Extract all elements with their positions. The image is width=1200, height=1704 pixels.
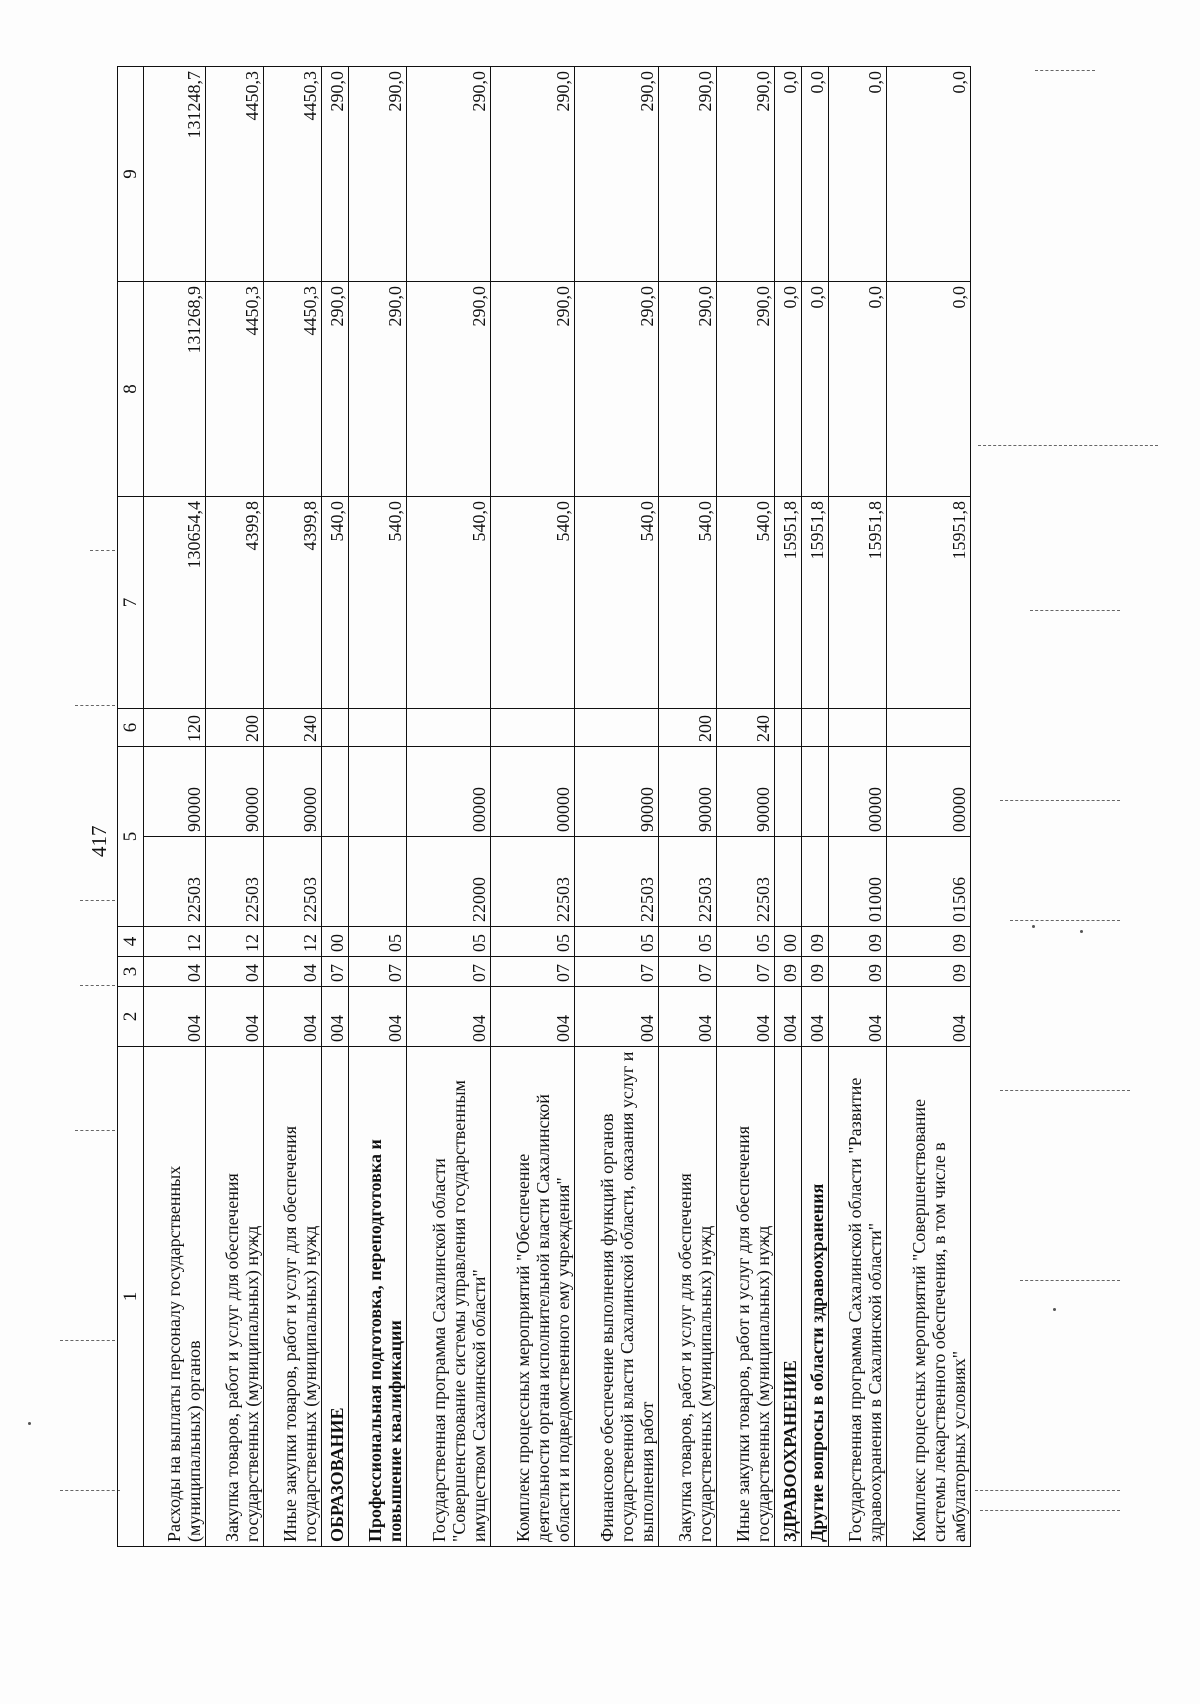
expense-type-cell: [407, 709, 491, 747]
program-code-cell: 01000: [829, 837, 887, 927]
section-code-cell: 07: [322, 957, 349, 987]
admin-code-cell: 004: [322, 987, 349, 1047]
section-code-cell: 07: [717, 957, 775, 987]
amount-year1-cell: 540,0: [349, 497, 407, 709]
amount-year2-cell: 0,0: [775, 282, 802, 497]
direction-code-cell: 00000: [407, 747, 491, 837]
row-name-cell: Другие вопросы в области здравоохранения: [802, 1047, 829, 1547]
table-row: [206, 67, 264, 1547]
program-code-cell: [802, 837, 829, 927]
scan-noise: [978, 445, 1158, 446]
direction-code-cell: 90000: [144, 747, 206, 837]
amount-year2-cell: 4450,3: [264, 282, 322, 497]
amount-year1-cell: 540,0: [491, 497, 575, 709]
expense-type-cell: [775, 709, 802, 747]
program-code-cell: 22503: [264, 837, 322, 927]
expense-type-cell: 240: [264, 709, 322, 747]
scan-noise: [1080, 930, 1083, 933]
amount-year1-cell: 4399,8: [206, 497, 264, 709]
program-code-cell: 22503: [717, 837, 775, 927]
header-cell: 5: [118, 747, 144, 927]
direction-code-cell: 00000: [887, 747, 971, 837]
amount-year3-cell: 290,0: [322, 67, 349, 282]
section-code-cell: 04: [144, 957, 206, 987]
section-code-cell: 04: [264, 957, 322, 987]
amount-year2-cell: 4450,3: [206, 282, 264, 497]
row-name-cell: Государственная программа Сахалинской области "Совершенствование системы управления государственным имуществом Сахалинской области": [407, 1047, 491, 1547]
amount-year3-cell: 290,0: [717, 67, 775, 282]
subsection-code-cell: 09: [802, 927, 829, 957]
scan-noise: [1010, 920, 1120, 921]
amount-year1-cell: 540,0: [322, 497, 349, 709]
expense-type-cell: [491, 709, 575, 747]
table-row: [491, 67, 575, 1547]
row-name-cell: Расходы на выплаты персоналу государственных (муниципальных) органов: [144, 1047, 206, 1547]
scan-noise: [80, 985, 115, 986]
header-cell: 3: [118, 957, 144, 987]
section-code-cell: 07: [407, 957, 491, 987]
amount-year3-cell: 0,0: [802, 67, 829, 282]
header-cell: 4: [118, 927, 144, 957]
section-code-cell: 09: [829, 957, 887, 987]
scan-noise: [75, 705, 115, 706]
amount-year2-cell: 0,0: [887, 282, 971, 497]
row-name-cell: Комплекс процессных мероприятий "Обеспечение деятельности органа исполнительной власти Сахалинской области и подведомственного ему учреждения": [491, 1047, 575, 1547]
admin-code-cell: 004: [887, 987, 971, 1047]
amount-year2-cell: 0,0: [802, 282, 829, 497]
row-name-cell: Профессиональная подготовка, переподготовка и повышение квалификации: [349, 1047, 407, 1547]
amount-year1-cell: 540,0: [575, 497, 659, 709]
row-name-cell: Финансовое обеспечение выполнения функций органов государственной власти Сахалинской области, оказания услуг и выполнения работ: [575, 1047, 659, 1547]
table-row: [802, 67, 829, 1547]
table-row: [144, 67, 206, 1547]
row-name-cell: Закупка товаров, работ и услуг для обеспечения государственных (муниципальных) нужд: [206, 1047, 264, 1547]
table-row: [717, 67, 775, 1547]
subsection-code-cell: 00: [322, 927, 349, 957]
row-name-cell: Иные закупки товаров, работ и услуг для обеспечения государственных (муниципальных) нужд: [717, 1047, 775, 1547]
amount-year3-cell: 290,0: [349, 67, 407, 282]
amount-year1-cell: 540,0: [407, 497, 491, 709]
subsection-code-cell: 00: [775, 927, 802, 957]
scan-noise: [1020, 1280, 1120, 1281]
direction-code-cell: [349, 747, 407, 837]
expense-type-cell: 200: [659, 709, 717, 747]
header-cell: 7: [118, 497, 144, 709]
expense-type-cell: [829, 709, 887, 747]
admin-code-cell: 004: [829, 987, 887, 1047]
direction-code-cell: [775, 747, 802, 837]
scan-noise: [75, 1130, 115, 1131]
amount-year2-cell: 0,0: [829, 282, 887, 497]
amount-year2-cell: 290,0: [322, 282, 349, 497]
amount-year3-cell: 0,0: [829, 67, 887, 282]
scan-noise: [1030, 610, 1120, 611]
program-code-cell: 22503: [206, 837, 264, 927]
amount-year2-cell: 290,0: [407, 282, 491, 497]
admin-code-cell: 004: [264, 987, 322, 1047]
subsection-code-cell: 05: [491, 927, 575, 957]
amount-year2-cell: 290,0: [575, 282, 659, 497]
row-name-cell: Закупка товаров, работ и услуг для обеспечения государственных (муниципальных) нужд: [659, 1047, 717, 1547]
amount-year3-cell: 0,0: [887, 67, 971, 282]
header-cell: 6: [118, 709, 144, 747]
admin-code-cell: 004: [575, 987, 659, 1047]
expense-type-cell: [322, 709, 349, 747]
scan-noise: [1000, 1090, 1130, 1091]
amount-year1-cell: 15951,8: [829, 497, 887, 709]
page-number: 417: [87, 825, 111, 857]
section-code-cell: 07: [349, 957, 407, 987]
amount-year2-cell: 290,0: [717, 282, 775, 497]
section-code-cell: 09: [887, 957, 971, 987]
row-name-cell: Иные закупки товаров, работ и услуг для обеспечения государственных (муниципальных) нужд: [264, 1047, 322, 1547]
subsection-code-cell: 09: [887, 927, 971, 957]
subsection-code-cell: 09: [829, 927, 887, 957]
scan-noise: [1053, 1308, 1056, 1311]
scan-noise: [980, 1510, 1120, 1511]
header-row: [118, 67, 144, 1547]
subsection-code-cell: 05: [659, 927, 717, 957]
subsection-code-cell: 05: [407, 927, 491, 957]
amount-year1-cell: 15951,8: [887, 497, 971, 709]
direction-code-cell: 90000: [659, 747, 717, 837]
scan-noise: [1032, 925, 1035, 928]
expense-type-cell: [802, 709, 829, 747]
subsection-code-cell: 12: [206, 927, 264, 957]
header-cell: 2: [118, 987, 144, 1047]
scan-noise: [60, 1340, 115, 1341]
section-code-cell: 07: [491, 957, 575, 987]
amount-year2-cell: 290,0: [491, 282, 575, 497]
section-code-cell: 04: [206, 957, 264, 987]
expense-type-cell: [575, 709, 659, 747]
amount-year3-cell: 4450,3: [206, 67, 264, 282]
program-code-cell: [349, 837, 407, 927]
amount-year3-cell: 290,0: [491, 67, 575, 282]
expense-type-cell: [887, 709, 971, 747]
direction-code-cell: 90000: [575, 747, 659, 837]
expense-type-cell: 200: [206, 709, 264, 747]
direction-code-cell: 00000: [829, 747, 887, 837]
program-code-cell: [322, 837, 349, 927]
header-cell: 8: [118, 282, 144, 497]
expense-type-cell: 120: [144, 709, 206, 747]
table-row: [322, 67, 349, 1547]
program-code-cell: 22503: [144, 837, 206, 927]
program-code-cell: 22000: [407, 837, 491, 927]
program-code-cell: 22503: [575, 837, 659, 927]
subsection-code-cell: 05: [349, 927, 407, 957]
amount-year1-cell: 540,0: [717, 497, 775, 709]
row-name-cell: ЗДРАВООХРАНЕНИЕ: [775, 1047, 802, 1547]
expense-type-cell: [349, 709, 407, 747]
program-code-cell: 22503: [491, 837, 575, 927]
amount-year3-cell: 290,0: [407, 67, 491, 282]
row-name-cell: Комплекс процессных мероприятий "Совершенствование системы лекарственного обеспечения, в том числе в амбулаторных условиях": [887, 1047, 971, 1547]
program-code-cell: [775, 837, 802, 927]
amount-year1-cell: 540,0: [659, 497, 717, 709]
table-body: [144, 67, 971, 1547]
scan-noise: [60, 1490, 120, 1491]
direction-code-cell: 90000: [206, 747, 264, 837]
scan-noise: [1035, 70, 1095, 71]
admin-code-cell: 004: [717, 987, 775, 1047]
admin-code-cell: 004: [775, 987, 802, 1047]
direction-code-cell: 00000: [491, 747, 575, 837]
header-cell: 9: [118, 67, 144, 282]
admin-code-cell: 004: [407, 987, 491, 1047]
table-row: [264, 67, 322, 1547]
scan-noise: [80, 900, 115, 901]
section-code-cell: 07: [659, 957, 717, 987]
admin-code-cell: 004: [802, 987, 829, 1047]
amount-year2-cell: 131268,9: [144, 282, 206, 497]
amount-year2-cell: 290,0: [659, 282, 717, 497]
table-row: [829, 67, 887, 1547]
table-row: [659, 67, 717, 1547]
amount-year3-cell: 131248,7: [144, 67, 206, 282]
section-code-cell: 09: [802, 957, 829, 987]
table-row: [407, 67, 491, 1547]
amount-year2-cell: 290,0: [349, 282, 407, 497]
scan-noise: [1000, 800, 1120, 801]
admin-code-cell: 004: [491, 987, 575, 1047]
admin-code-cell: 004: [349, 987, 407, 1047]
direction-code-cell: [802, 747, 829, 837]
section-code-cell: 07: [575, 957, 659, 987]
program-code-cell: 01506: [887, 837, 971, 927]
row-name-cell: Государственная программа Сахалинской области "Развитие здравоохранения в Сахалинской области": [829, 1047, 887, 1547]
program-code-cell: 22503: [659, 837, 717, 927]
amount-year3-cell: 290,0: [575, 67, 659, 282]
amount-year3-cell: 290,0: [659, 67, 717, 282]
table-row: [775, 67, 802, 1547]
scan-noise: [90, 550, 115, 551]
table-row: [887, 67, 971, 1547]
amount-year1-cell: 15951,8: [775, 497, 802, 709]
direction-code-cell: 90000: [717, 747, 775, 837]
rotated-table-area: [87, 67, 987, 1547]
amount-year3-cell: 0,0: [775, 67, 802, 282]
section-code-cell: 09: [775, 957, 802, 987]
expense-type-cell: 240: [717, 709, 775, 747]
budget-table: [117, 66, 971, 1547]
table-row: [349, 67, 407, 1547]
subsection-code-cell: 05: [717, 927, 775, 957]
amount-year1-cell: 130654,4: [144, 497, 206, 709]
scan-noise: [975, 1490, 1120, 1491]
amount-year1-cell: 4399,8: [264, 497, 322, 709]
subsection-code-cell: 05: [575, 927, 659, 957]
direction-code-cell: 90000: [264, 747, 322, 837]
amount-year1-cell: 15951,8: [802, 497, 829, 709]
table-row: [575, 67, 659, 1547]
admin-code-cell: 004: [144, 987, 206, 1047]
row-name-cell: ОБРАЗОВАНИЕ: [322, 1047, 349, 1547]
scan-noise: [28, 1422, 31, 1425]
amount-year3-cell: 4450,3: [264, 67, 322, 282]
subsection-code-cell: 12: [264, 927, 322, 957]
admin-code-cell: 004: [659, 987, 717, 1047]
admin-code-cell: 004: [206, 987, 264, 1047]
direction-code-cell: [322, 747, 349, 837]
header-cell: 1: [118, 1047, 144, 1547]
subsection-code-cell: 12: [144, 927, 206, 957]
